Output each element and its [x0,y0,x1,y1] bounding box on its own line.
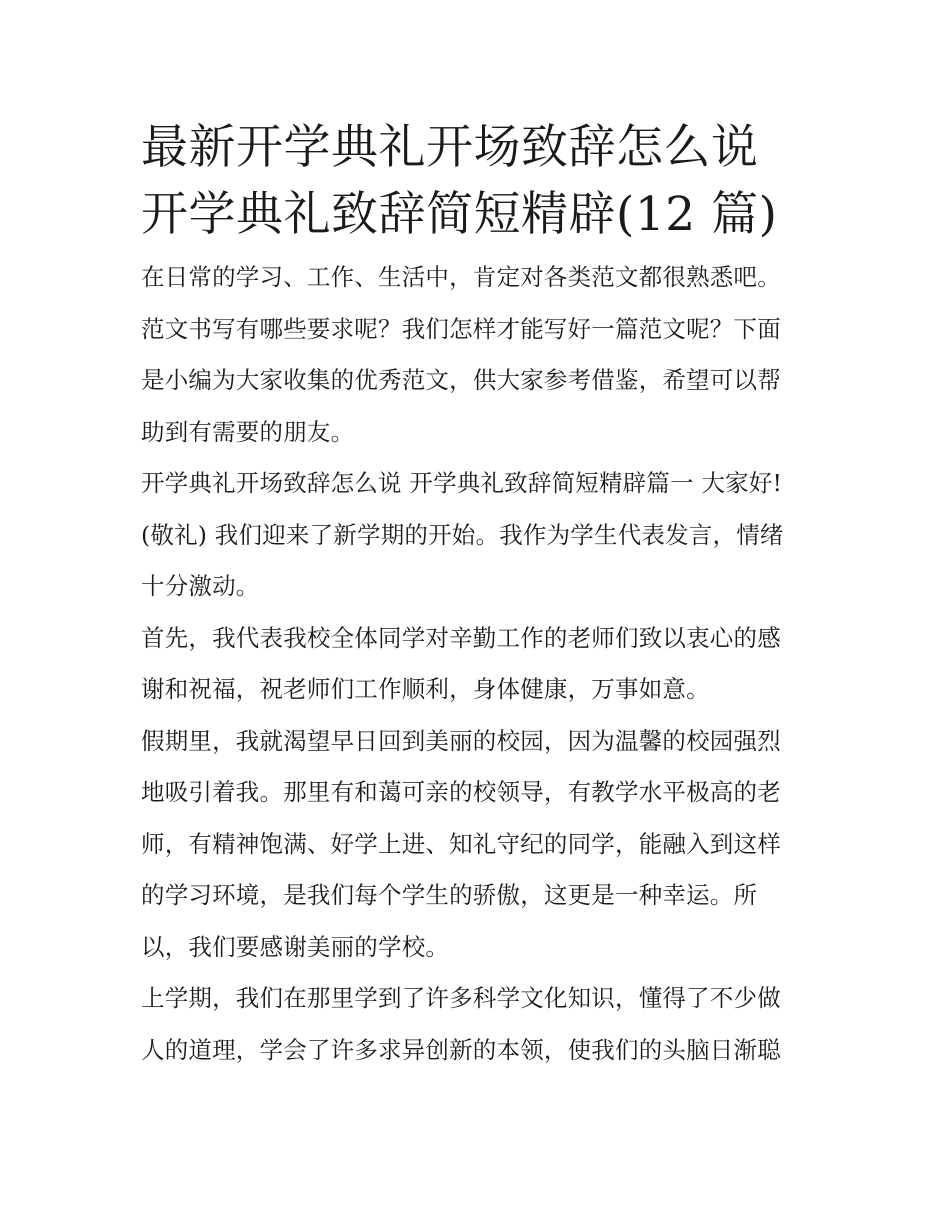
paragraph-holiday [141,716,813,974]
paragraph-intro [141,252,813,458]
paragraph-last-semester [141,973,813,1076]
text-line: 助到有需要的朋友。 [141,417,355,446]
paragraph-greeting [141,458,813,613]
text-line: 师，有精神饱满、好学上进、知礼守纪的同学，能融入到这样 [141,829,781,858]
text-line: 地吸引着我。那里有和蔼可亲的校领导，有教学水平极高的老 [141,778,781,806]
title-line-2: 开学典礼致辞简短精辟(12 篇) [141,187,778,242]
text-line: 开学典礼开场致辞怎么说 开学典礼致辞简短精辟篇一 大家好! [141,469,783,497]
text-line: 的学习环境，是我们每个学生的骄傲，这更是一种幸运。所 [141,881,758,909]
document-page [141,114,813,1076]
text-line: (敬礼) 我们迎来了新学期的开始。我作为学生代表发言，情绪 [141,520,784,549]
text-line: 范文书写有哪些要求呢？我们怎样才能写好一篇范文呢？下面 [141,314,781,343]
title-line-1: 最新开学典礼开场致辞怎么说 [141,120,759,175]
text-line: 上学期，我们在那里学到了许多科学文化知识，懂得了不少做 [141,984,781,1012]
text-line: 十分激动。 [141,572,260,600]
text-line: 谢和祝福，祝老师们工作顺利，身体健康，万事如意。 [141,675,710,703]
text-line: 假期里，我就渴望早日回到美丽的校园，因为温馨的校园强烈 [141,726,781,755]
paragraph-thanks [141,613,813,716]
text-line: 在日常的学习、工作、生活中，肯定对各类范文都很熟悉吧。 [141,263,781,291]
text-line: 以，我们要感谢美丽的学校。 [141,932,450,961]
document-title [141,114,813,248]
text-line: 人的道理，学会了许多求异创新的本领，使我们的头脑日渐聪 [141,1035,781,1064]
text-line: 是小编为大家收集的优秀范文，供大家参考借鉴，希望可以帮 [141,366,781,394]
text-line: 首先，我代表我校全体同学对辛勤工作的老师们致以衷心的感 [141,623,781,652]
